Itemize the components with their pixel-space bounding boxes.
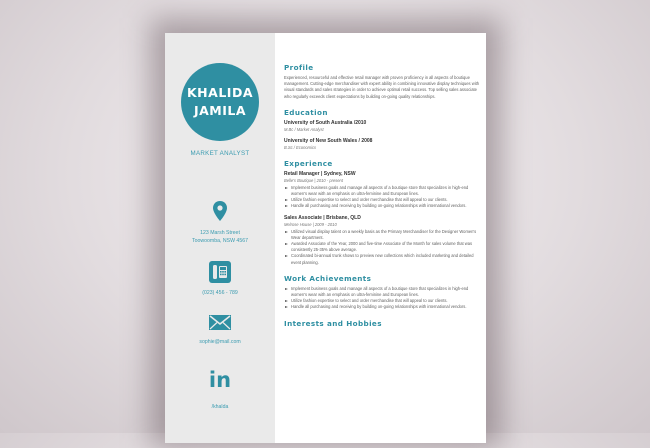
job-bullet: Coordinated bi-annual trunk shows to preview new collections which included marketing and detailed event planning.: [291, 253, 479, 265]
interests-section: [284, 319, 479, 328]
education-heading: Education: [284, 107, 328, 117]
phone-number: (023) 456 - 789: [202, 290, 238, 296]
name-circle: [181, 63, 259, 141]
job-bullets: [284, 229, 479, 266]
job-title: Sales Associate | Brisbane, QLD: [284, 214, 361, 221]
job-employer: Belle's Boutique | 2010 - present: [284, 177, 343, 183]
location-pin-icon: [165, 201, 275, 221]
job-entry: [284, 215, 479, 266]
job-bullet: Awarded Associate of the Year, 2000 and five-time Associate of the Month for sales volume that was consistently 25-35% above average.: [291, 241, 479, 253]
job-bullets: [284, 185, 479, 210]
profile-heading: Profile: [284, 63, 314, 72]
achievement-bullets: [284, 286, 479, 311]
profile-text: Experienced, resourceful and effective retail manager with proven proficiency in all aspects of boutique management. Cutting-edge merchandiser with expert ability in combining innovative display techniques with visual standards and sales strategies in order to achieve optimal retail success. Top selling sales associate who regularly exceeds client expectations by building on-going quality relationships.: [284, 75, 480, 99]
linkedin-handle: /khalda: [211, 404, 229, 410]
job-employer: Melrose House | 2009 - 2010: [284, 221, 337, 227]
achievement-bullet: Utilize fashion expertise to select and order merchandise that will appeal to our clients.: [291, 298, 479, 304]
education-title: University of New South Wales / 2008: [284, 137, 373, 144]
experience-heading: Experience: [284, 158, 333, 168]
education-item: [284, 120, 479, 133]
linkedin-icon: [165, 368, 275, 392]
phone-icon: [165, 261, 275, 283]
interests-heading: Interests and Hobbies: [284, 318, 382, 328]
experience-section: [284, 159, 479, 266]
job-role: MARKET ANALYST: [190, 150, 250, 157]
first-name: KHALIDA: [187, 85, 253, 100]
mail-icon: [165, 315, 275, 330]
education-item: [284, 138, 479, 151]
job-bullet: Utilized visual display talent on a weekly basis as the Primary Merchandiser for the Designer Women's Wear department.: [291, 229, 479, 241]
education-section: [284, 108, 479, 151]
last-name: JAMILA: [193, 103, 247, 118]
resume-sidebar: [165, 33, 275, 443]
education-degree: M.Bc / Market Analyst: [284, 126, 324, 132]
address: [165, 230, 275, 245]
linkedin-logo: in: [208, 368, 232, 392]
achievement-bullet: Handle all purchasing and receiving by building on-going relationships with international vendors.: [291, 304, 479, 310]
address-line-1: 123 Marsh Street: [200, 230, 240, 236]
achievements-section: [284, 274, 479, 311]
education-title: University of South Australia /2010: [284, 119, 367, 126]
achievements-heading: Work Achievements: [284, 273, 372, 283]
resume-main: [284, 63, 479, 336]
achievement-bullet: Implement business goals and manage all aspects of a boutique store that specializes in high-end women's wear with an emphasis on ultra-feminine and European lines.: [291, 286, 479, 298]
job-entry: [284, 171, 479, 210]
job-title: Retail Manager | Sydney, NSW: [284, 170, 356, 177]
email-address: sophie@mail.com: [199, 339, 241, 345]
job-bullet: Utilize fashion expertise to select and order merchandise that will appeal to our clients.: [291, 197, 479, 203]
job-bullet: Handle all purchasing and receiving by building on-going relationships with international vendors.: [291, 203, 479, 209]
address-line-2: Toowoomba, NSW 4567: [192, 237, 248, 244]
education-degree: B.Sc / Economics: [284, 144, 317, 150]
resume-page: [165, 33, 486, 443]
job-bullet: Implement business goals and manage all aspects of a boutique store that specializes in high-end women's wear with an emphasis on ultra-feminine and European lines.: [291, 185, 479, 197]
profile-section: [284, 63, 479, 100]
